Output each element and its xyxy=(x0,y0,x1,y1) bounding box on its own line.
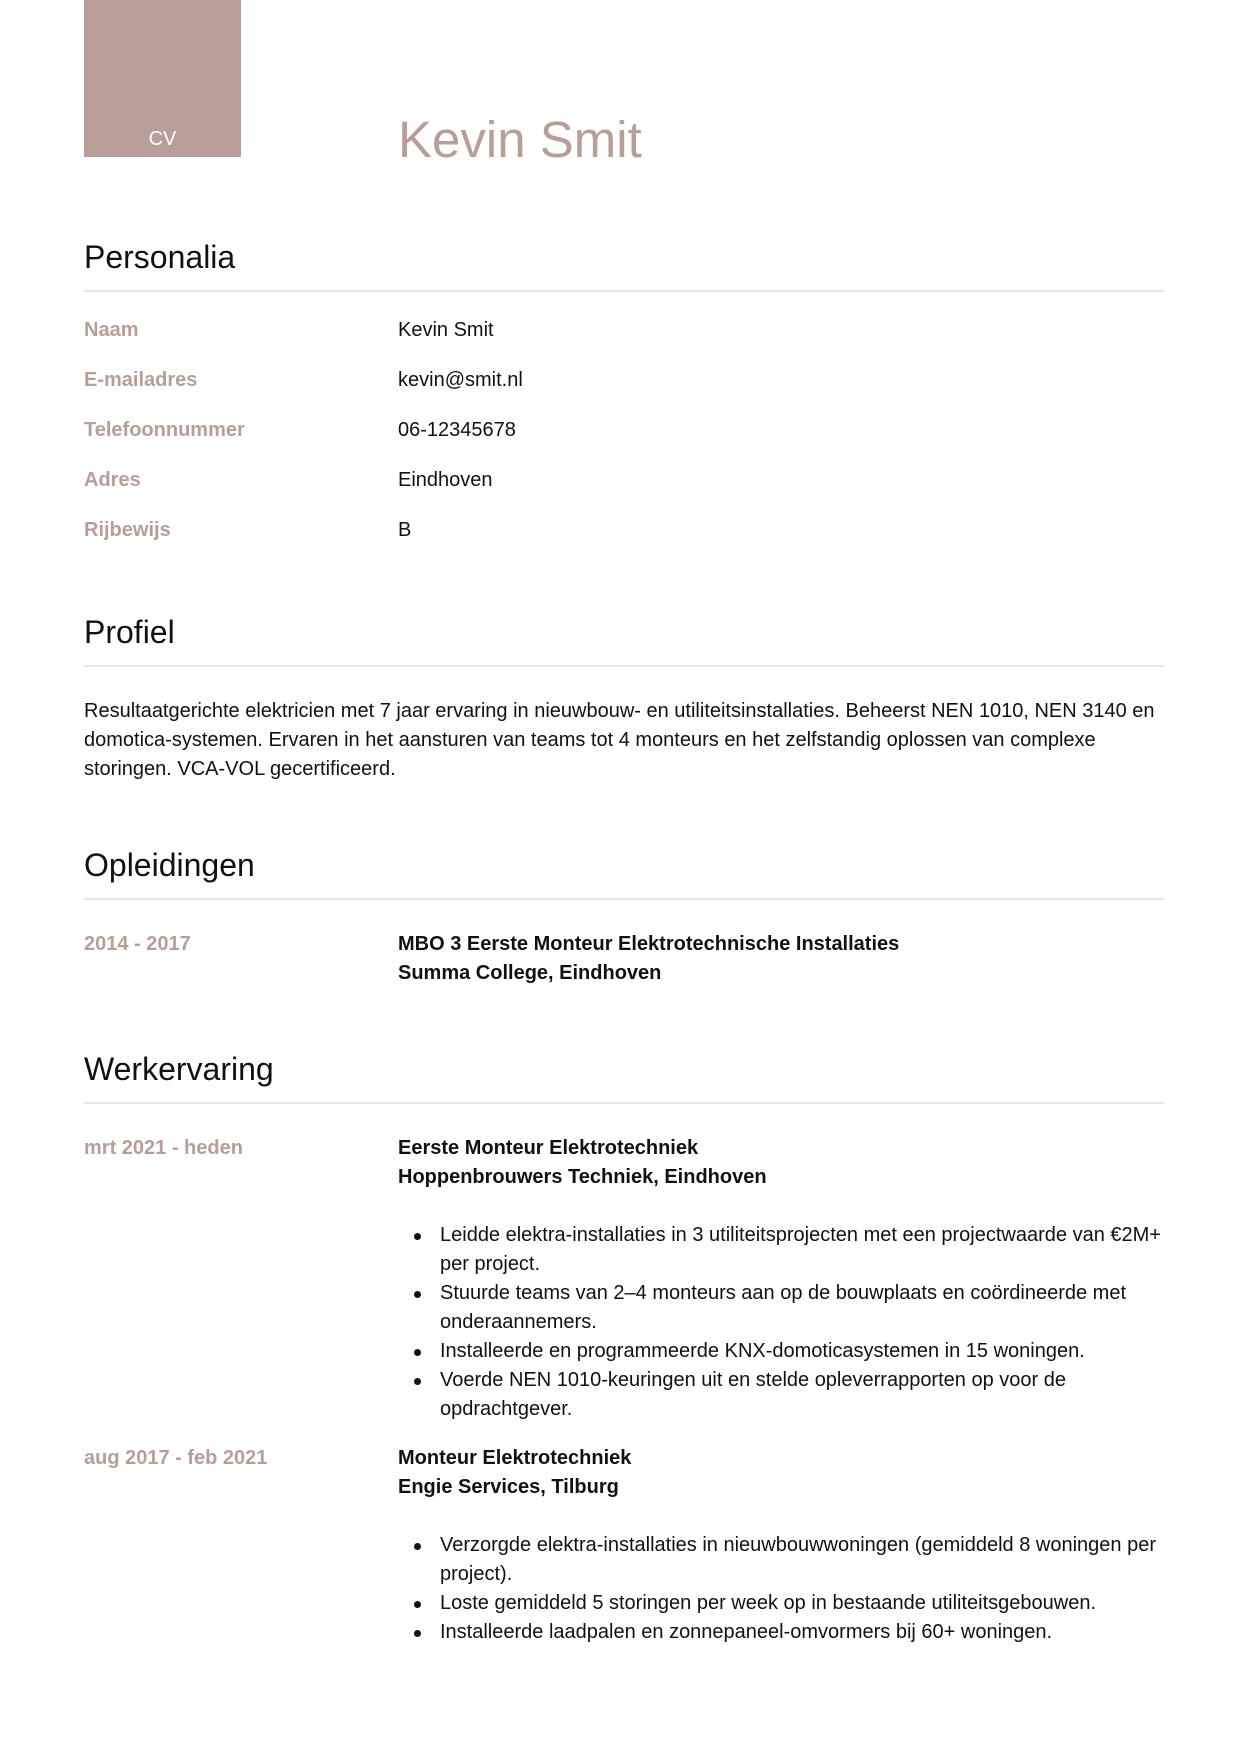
work-bullets xyxy=(398,1531,1184,1647)
work-bullet: Verzorgde elektra-installaties in nieuwbouwwoningen (gemiddeld 8 woningen per project). xyxy=(414,1531,1184,1589)
work-bullets xyxy=(398,1221,1184,1424)
value-email: kevin@smit.nl xyxy=(398,369,523,391)
work-bullet: Leidde elektra-installaties in 3 utiliteitsprojecten met een projectwaarde van €2M+ per project. xyxy=(414,1221,1184,1279)
work-details xyxy=(398,1134,1184,1424)
section-title-profiel: Profiel xyxy=(84,613,1164,667)
personalia-list xyxy=(84,292,1164,566)
value-adres: Eindhoven xyxy=(398,469,493,491)
label-adres: Adres xyxy=(84,469,141,491)
label-rijbewijs: Rijbewijs xyxy=(84,519,171,541)
work-bullet: Voerde NEN 1010-keuringen uit en stelde opleverrapporten op voor de opdrachtgever. xyxy=(414,1366,1184,1424)
education-details xyxy=(398,930,899,988)
work-title: Monteur Elektrotechniek xyxy=(398,1447,632,1469)
work-company: Engie Services, Tilburg xyxy=(398,1476,619,1498)
value-naam: Kevin Smit xyxy=(398,319,494,341)
value-telefoon: 06-12345678 xyxy=(398,419,516,441)
work-company: Hoppenbrouwers Techniek, Eindhoven xyxy=(398,1166,767,1188)
personalia-row-telefoon xyxy=(84,416,1164,466)
section-personalia xyxy=(84,238,1164,566)
work-entry xyxy=(84,1444,1164,1647)
work-bullet: Stuurde teams van 2–4 monteurs aan op de bouwplaats en coördineerde met onderaannemers. xyxy=(414,1279,1184,1337)
section-werkervaring xyxy=(84,1050,1164,1647)
personalia-row-email xyxy=(84,366,1164,416)
profile-text: Resultaatgerichte elektricien met 7 jaar ervaring in nieuwbouw- en utiliteitsinstallaties. Beheerst NEN 1010, NEN 3140 en domotica-systemen. Ervaren in het aansturen van teams tot 4 monteurs en het zelfstandig oplossen van complexe storingen. VCA-VOL gecertificeerd. xyxy=(84,700,1155,780)
work-entry xyxy=(84,1134,1164,1424)
section-opleidingen xyxy=(84,846,1164,988)
work-bullet: Loste gemiddeld 5 storingen per week op in bestaande utiliteitsgebouwen. xyxy=(414,1589,1184,1618)
work-bullet: Installeerde en programmeerde KNX-domoticasystemen in 15 woningen. xyxy=(414,1337,1184,1366)
work-period: mrt 2021 - heden xyxy=(84,1137,243,1159)
work-details xyxy=(398,1444,1184,1647)
section-title-personalia: Personalia xyxy=(84,238,1164,292)
label-naam: Naam xyxy=(84,319,139,341)
label-telefoon: Telefoonnummer xyxy=(84,419,245,441)
work-period: aug 2017 - feb 2021 xyxy=(84,1447,268,1469)
personalia-row-rijbewijs xyxy=(84,516,1164,566)
label-email: E-mailadres xyxy=(84,369,198,391)
education-title: MBO 3 Eerste Monteur Elektrotechnische Installaties xyxy=(398,933,900,955)
section-title-werkervaring: Werkervaring xyxy=(84,1050,1164,1104)
education-entry xyxy=(84,930,1164,988)
work-title: Eerste Monteur Elektrotechniek xyxy=(398,1137,699,1159)
header-name: Kevin Smit xyxy=(398,111,642,168)
education-institution: Summa College, Eindhoven xyxy=(398,962,662,984)
personalia-row-adres xyxy=(84,466,1164,516)
value-rijbewijs: B xyxy=(398,519,412,541)
education-period: 2014 - 2017 xyxy=(84,933,191,955)
section-title-opleidingen: Opleidingen xyxy=(84,846,1164,900)
section-profiel xyxy=(84,613,1164,784)
photo-label: CV xyxy=(148,128,177,150)
work-bullet: Installeerde laadpalen en zonnepaneel-omvormers bij 60+ woningen. xyxy=(414,1618,1184,1647)
personalia-row-naam xyxy=(84,316,1164,366)
photo-placeholder xyxy=(84,0,241,157)
